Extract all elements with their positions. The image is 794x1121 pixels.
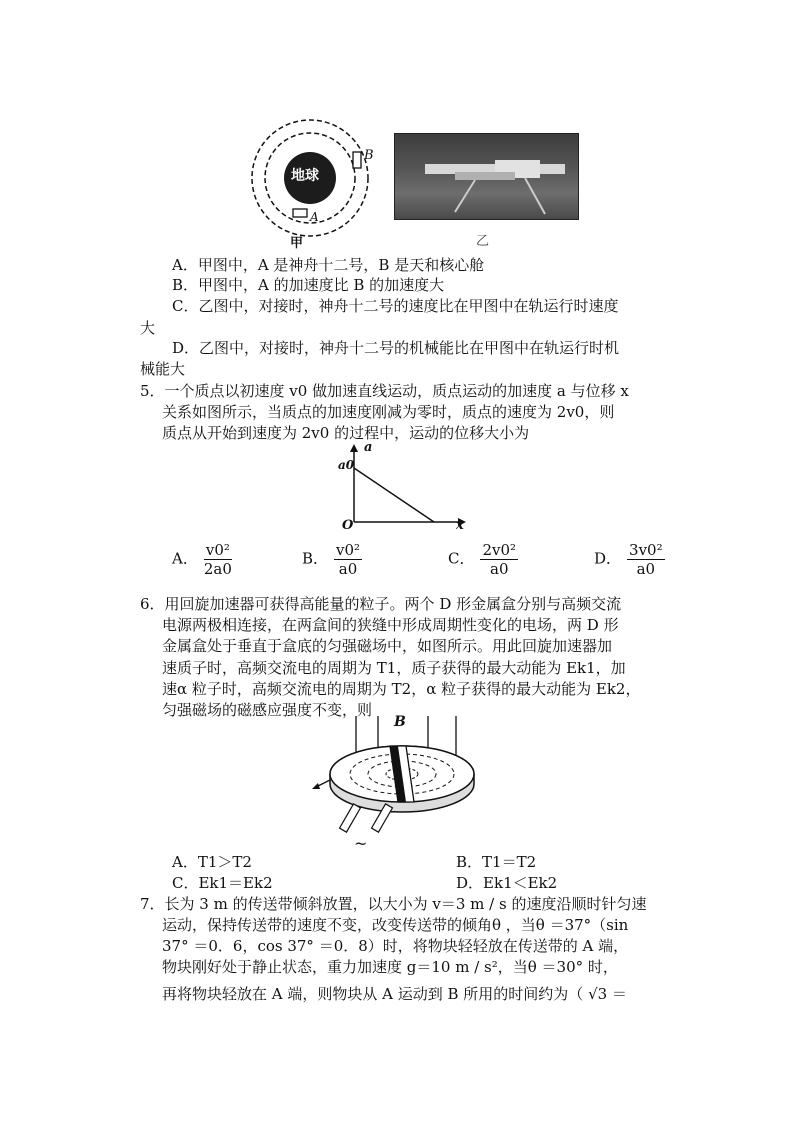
q6-option-c: C．Ek1＝Ek2 (172, 874, 273, 892)
q6-option-d: D．Ek1＜Ek2 (456, 874, 558, 892)
ac-source-label: ~ (354, 834, 368, 853)
q7-stem-line3: 37° ＝0．6，cos 37° ＝0．8）时，将物块轻轻放在传送带的 A 端， (162, 937, 629, 955)
q6-stem-line5: 速α 粒子时，高频交流电的周期为 T2，α 粒子获得的最大动能为 Ek2， (162, 680, 641, 698)
q4-option-d-cont: 械能大 (140, 360, 186, 378)
q6-stem-line4: 速质子时，高频交流电的周期为 T1，质子获得的最大动能为 Ek1，加 (162, 659, 626, 677)
q4-option-b: B．甲图中，A 的加速度比 B 的加速度大 (172, 276, 445, 294)
label-a: A (310, 210, 319, 224)
q5-stem-line3: 质点从开始到速度为 2v0 的过程中，运动的位移大小为 (162, 424, 530, 442)
q6-stem-line1: 6．用回旋加速器可获得高能量的粒子。两个 D 形金属盒分别与高频交流 (140, 595, 622, 613)
q4-option-c: C．乙图中，对接时，神舟十二号的速度比在甲图中在轨运行时速度 (172, 297, 619, 315)
q5-option-b: B． $\frac{\text{v0²}}{a0}$ (302, 541, 361, 578)
q7-stem-line5: 再将物块轻放在 A 端，则物块从 A 运动到 B 所用的时间约为（ √3 ＝ (162, 985, 627, 1003)
q6-stem-line3: 金属盒处于垂直于盒底的匀强磁场中，如图所示。用此回旋加速器加 (162, 637, 613, 655)
q6-stem-line2: 电源两极相连接，在两盒间的狭缝中形成周期性变化的电场，两 D 形 (162, 616, 619, 634)
caption-yi: 乙 (476, 234, 490, 249)
caption-jia: 甲 (290, 236, 304, 251)
graph-origin-label: O (342, 518, 354, 533)
graph-x-axis-label: x (456, 518, 464, 533)
q6-option-a: A．T1＞T2 (172, 853, 252, 871)
q7-stem-line1: 7．长为 3 m 的传送带倾斜放置，以大小为 v＝3 m / s 的速度沿顺时针匀速 (140, 895, 647, 913)
q7-stem-line2: 运动，保持传送带的速度不变，改变传送带的倾角θ ，当θ ＝37°（sin (162, 916, 629, 934)
q5-stem-line1: 5．一个质点以初速度 v0 做加速直线运动，质点运动的加速度 a 与位移 x (140, 382, 629, 400)
cyclotron-diagram (308, 712, 494, 850)
q7-stem-line4: 物块刚好处于静止状态，重力加速度 g＝10 m / s²，当θ ＝30° 时， (162, 958, 618, 976)
q6-option-b: B．T1＝T2 (456, 853, 537, 871)
q4-option-d: D．乙图中，对接时，神舟十二号的机械能比在甲图中在轨运行时机 (172, 339, 620, 357)
q6-stem-line6: 匀强磁场的磁感应强度不变，则 (162, 701, 373, 719)
q5-option-c: C． $\frac{\text{2v0²}}{a0}$ (448, 541, 517, 578)
q5-option-a: A． $\frac{\text{v0²}}{2a0}$ (172, 541, 232, 578)
label-b: B (364, 148, 374, 163)
graph-a0-label: a0 (338, 458, 355, 472)
earth-label: 地球 (291, 168, 319, 184)
q4-option-c-cont: 大 (140, 319, 156, 337)
graph-y-axis-label: a (364, 440, 373, 455)
q5-option-d: D． $\frac{\text{3v0²}}{a0}$ (594, 541, 663, 578)
docking-photo-yi (394, 133, 579, 220)
q5-stem-line2: 关系如图所示，当质点的加速度刚减为零时，质点的速度为 2v0，则 (162, 403, 615, 421)
field-label-b: B (394, 714, 406, 730)
q4-option-a: A．甲图中，A 是神舟十二号，B 是天和核心舱 (172, 256, 485, 274)
